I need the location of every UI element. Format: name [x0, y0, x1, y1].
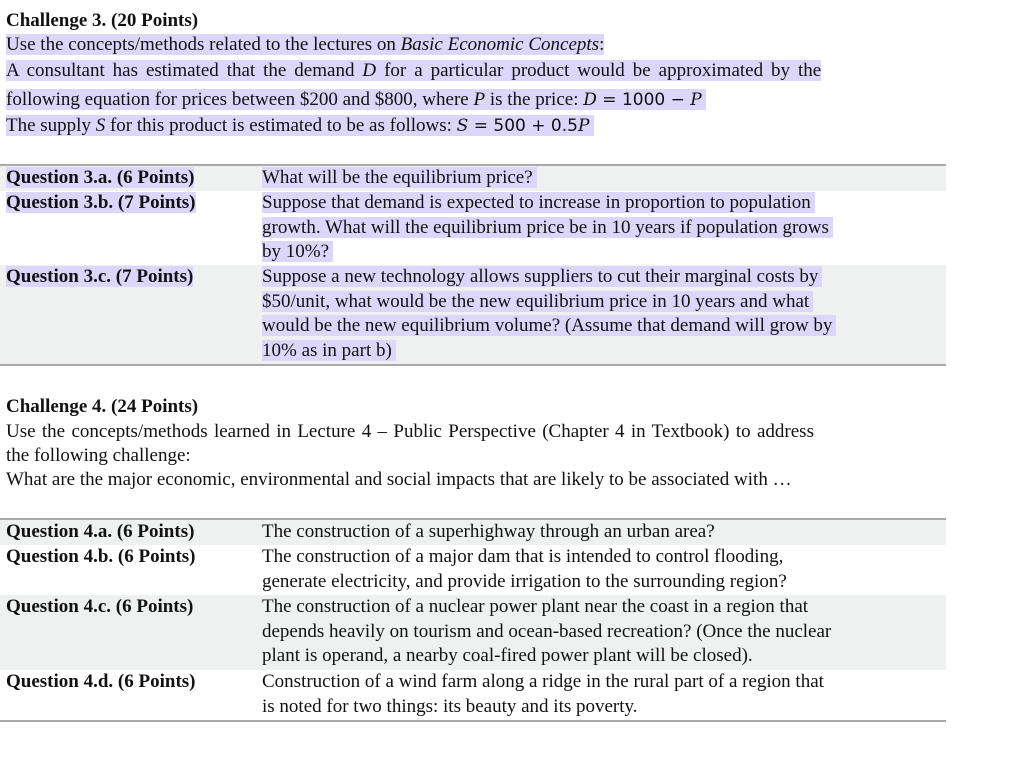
question-label: Question 4.a. (6 Points) — [6, 521, 195, 542]
question-row-4c — [0, 595, 946, 670]
price-variable: P — [473, 89, 486, 110]
intro-text: following equation for prices between $200 and $800, where — [6, 89, 474, 110]
supply-variable: S — [95, 115, 106, 136]
challenge3-intro-line2 — [6, 59, 821, 83]
intro-text: : — [599, 34, 605, 55]
question-row-4d — [0, 670, 946, 720]
course-topic: Basic Economic Concepts — [400, 34, 600, 55]
challenge4-questions-table — [0, 518, 946, 722]
question-label: Question 3.c. (7 Points) — [6, 266, 194, 287]
demand-equation: D = 1000 − P — [583, 90, 702, 110]
question-label: Question 4.b. (6 Points) — [6, 546, 196, 567]
intro-text: for this product is estimated to be as follows: — [105, 115, 457, 136]
challenge4-intro-line3: What are the major economic, environmental and social impacts that are likely to be associated with … — [6, 469, 792, 490]
demand-variable: D — [362, 60, 377, 81]
question-text: The construction of a superhighway through an urban area? — [262, 521, 715, 542]
question-label: Question 3.a. (6 Points) — [6, 167, 195, 188]
question-row-3b — [0, 191, 946, 265]
intro-text: for a particular product would be approximated by the — [376, 60, 822, 81]
challenge3-title: Challenge 3. (20 Points) — [6, 10, 199, 31]
question-text: Construction of a wind farm along a ridge in the rural part of a region that is noted for two things: its beauty and its poverty. — [262, 671, 824, 717]
challenge3-intro-line4 — [6, 114, 594, 138]
question-row-3a — [0, 166, 946, 191]
intro-text: A consultant has estimated that the demand — [6, 60, 363, 81]
challenge3-questions-table — [0, 164, 946, 366]
question-label: Question 4.c. (6 Points) — [6, 596, 194, 617]
challenge3-intro-line1 — [6, 33, 604, 57]
question-text: The construction of a major dam that is intended to control flooding, generate electricity, and provide irrigation to the surrounding region? — [262, 546, 787, 592]
question-label: Question 3.b. (7 Points) — [6, 192, 196, 213]
challenge4-intro-line1: Use the concepts/methods learned in Lecture 4 – Public Perspective (Chapter 4 in Textbook) to address — [6, 421, 814, 442]
question-text: Suppose a new technology allows suppliers to cut their marginal costs by $50/unit, what would be the new equilibrium price in 10 years and what would be the new equilibrium volume? (Assume that demand will grow by 10% as in part b) — [262, 265, 946, 364]
question-text: What will be the equilibrium price? — [262, 166, 946, 191]
question-row-4a — [0, 520, 946, 545]
question-label: Question 4.d. (6 Points) — [6, 671, 196, 692]
question-row-4b — [0, 545, 946, 595]
supply-equation: S = 500 + 0.5P — [456, 116, 590, 136]
challenge4-title: Challenge 4. (24 Points) — [6, 396, 199, 417]
question-text: Suppose that demand is expected to increase in proportion to population growth. What will the equilibrium price be in 10 years if population grows by 10%? — [262, 191, 946, 265]
question-text: The construction of a nuclear power plant near the coast in a region that depends heavily on tourism and ocean-based recreation? (Once the nuclear plant is operand, a nearby coal-fired power plant will be closed). — [262, 596, 832, 666]
question-row-3c — [0, 265, 946, 364]
intro-text: is the price: — [485, 89, 584, 110]
challenge4-intro-line2: the following challenge: — [6, 445, 191, 466]
intro-text: The supply — [6, 115, 96, 136]
challenge3-intro-line3 — [6, 88, 706, 112]
intro-text: Use the concepts/methods related to the lectures on — [6, 34, 401, 55]
